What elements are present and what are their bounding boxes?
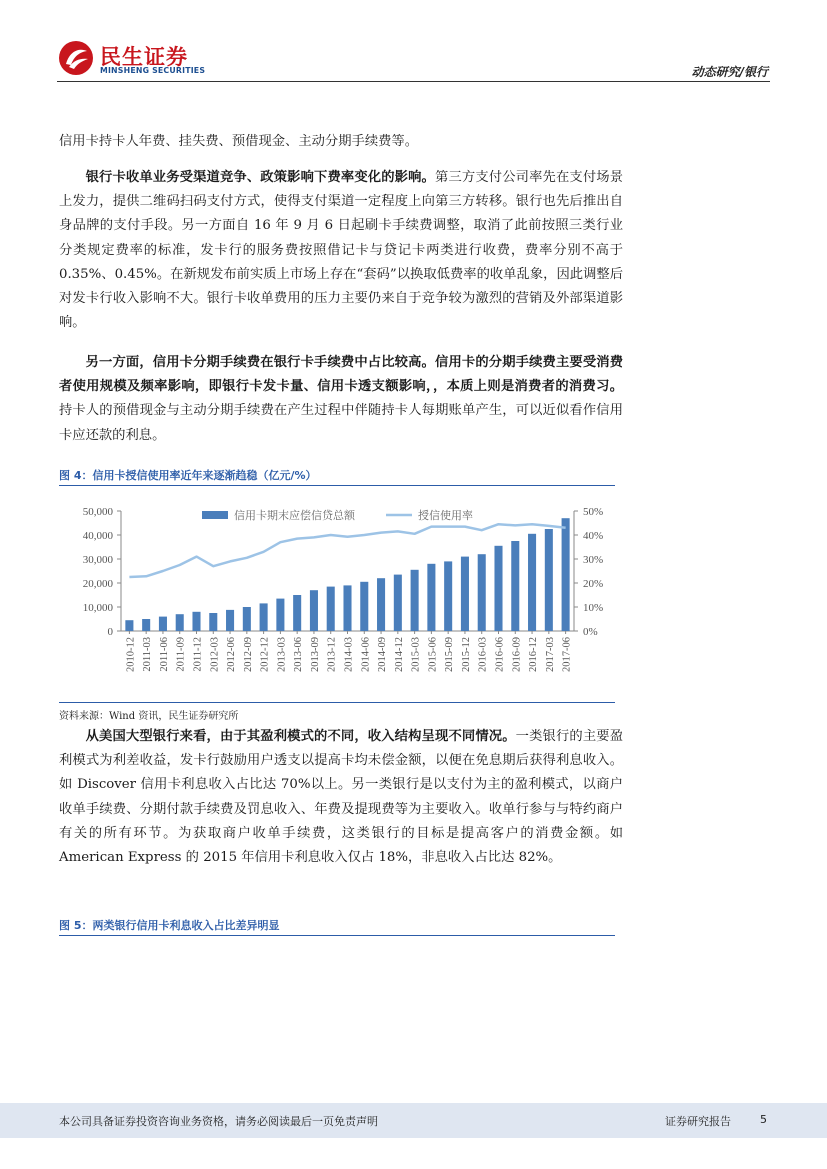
chart-legend <box>202 508 473 522</box>
bar <box>327 587 335 631</box>
paragraph-1-text: 信用卡持卡人年费、挂失费、预借现金、主动分期手续费等。 <box>59 134 419 149</box>
bar <box>360 582 368 631</box>
bar <box>243 607 251 631</box>
x-tick-label: 2010-12 <box>125 637 137 672</box>
footer-disclaimer: 本公司具备证券投资咨询业务资格，请务必阅读最后一页免责声明 <box>59 1115 378 1128</box>
bar <box>310 590 318 631</box>
page-number: 5 <box>760 1113 767 1126</box>
bar <box>226 610 234 631</box>
bar <box>427 564 435 631</box>
y-left-tick-label: 20,000 <box>82 578 113 590</box>
bar <box>461 557 469 631</box>
minsheng-logo-icon <box>58 40 94 76</box>
figure-4-title: 图 4：信用卡授信使用率近年来逐渐趋稳（亿元/%） <box>59 469 317 482</box>
paragraph-3-text: 持卡人的预借现金与主动分期手续费在产生过程中伴随持卡人每期账单产生，可以近似看作信用卡应还款的利息。 <box>59 403 623 443</box>
paragraph-3 <box>59 351 623 448</box>
y-right-tick-label: 0% <box>583 626 598 638</box>
credit-card-chart <box>59 493 615 698</box>
bar <box>494 546 502 631</box>
x-tick-label: 2014-09 <box>377 637 389 672</box>
bar <box>192 612 200 631</box>
legend-bar-label: 信用卡期末应偿信贷总额 <box>234 510 355 522</box>
bar <box>411 570 419 631</box>
bar <box>377 578 385 631</box>
header-divider <box>57 81 770 82</box>
figure-5-title: 图 5：两类银行信用卡利息收入占比差异明显 <box>59 919 280 932</box>
bar <box>545 529 553 631</box>
logo-text-en: MINSHENG SECURITIES <box>100 66 206 75</box>
figure-4-top-rule <box>59 485 615 486</box>
figure-4-bottom-rule <box>59 702 615 703</box>
legend-bar-swatch <box>202 511 228 519</box>
company-logo <box>58 40 218 76</box>
y-right-tick-label: 20% <box>583 578 604 590</box>
bar <box>478 554 486 631</box>
logo-text-cn: 民生证券 <box>100 45 188 69</box>
bar <box>142 619 150 631</box>
page-footer <box>0 1103 827 1138</box>
y-left-tick-label: 10,000 <box>82 602 113 614</box>
y-right-tick-label: 10% <box>583 602 604 614</box>
y-left-tick-label: 50,000 <box>82 506 113 518</box>
page-header <box>0 0 827 84</box>
paragraph-2-text: 第三方支付公司率先在支付场景上发力，提供二维码扫码支付方式，使得支付渠道一定程度上向第三方转移。银行也先后推出自身品牌的支付手段。另一方面自 16 年 9 月 6 日起刷卡手续费调整，取消了此前按照三类行业分类规定费率的标准，发卡行的服务费按照借记卡与贷记卡两类进行收费，费率分别不高于 0.35%、0.45%。在新规发布前实质上市场上存在“套码”以换取低费率的收单乱象，因此调整后对发卡行收入影响不大。银行卡收单费用的压力主要仍来自于竞争较为激烈的营销及外部渠道影响。 <box>59 170 623 331</box>
footer-report-type: 证券研究报告 <box>665 1115 731 1128</box>
x-tick-label: 2016-09 <box>511 637 523 672</box>
y-right-tick-label: 50% <box>583 506 604 518</box>
bar <box>125 620 133 631</box>
paragraph-4 <box>59 725 623 870</box>
bar <box>444 561 452 631</box>
x-tick-label: 2013-12 <box>326 637 338 672</box>
paragraph-1 <box>59 130 623 154</box>
y-right-tick-label: 30% <box>583 554 604 566</box>
y-right-tick-label: 40% <box>583 530 604 542</box>
x-tick-label: 2011-03 <box>142 637 154 672</box>
x-tick-label: 2017-06 <box>561 637 573 672</box>
bar <box>394 575 402 631</box>
bar <box>276 599 284 631</box>
bar <box>159 617 167 631</box>
x-tick-label: 2014-06 <box>360 637 372 672</box>
x-tick-label: 2012-12 <box>259 637 271 672</box>
bar <box>293 595 301 631</box>
paragraph-2-lead: 银行卡收单业务受渠道竞争、政策影响下费率变化的影响。 <box>85 170 435 185</box>
x-tick-label: 2015-03 <box>410 637 422 672</box>
x-tick-label: 2012-09 <box>242 637 254 672</box>
bar <box>343 585 351 631</box>
bar <box>562 518 570 631</box>
x-tick-label: 2011-12 <box>192 637 204 672</box>
chart-bars <box>125 518 569 631</box>
x-tick-label: 2013-06 <box>293 637 305 672</box>
x-tick-label: 2016-12 <box>528 637 540 672</box>
x-tick-label: 2013-03 <box>276 637 288 672</box>
x-tick-label: 2012-06 <box>226 637 238 672</box>
x-tick-label: 2012-03 <box>209 637 221 672</box>
bar <box>209 613 217 631</box>
bar <box>176 614 184 631</box>
x-tick-label: 2011-09 <box>175 637 187 672</box>
x-tick-label: 2011-06 <box>158 637 170 672</box>
y-left-tick-label: 30,000 <box>82 554 113 566</box>
x-tick-label: 2015-12 <box>460 637 472 672</box>
paragraph-4-lead: 从美国大型银行来看，由于其盈利模式的不同，收入结构呈现不同情况。 <box>85 729 516 744</box>
x-tick-label: 2014-03 <box>343 637 355 672</box>
paragraph-3-lead: 另一方面，信用卡分期手续费在银行卡手续费中占比较高。信用卡的分期手续费主要受消费者使用规模及频率影响，即银行卡发卡量、信用卡透支额影响，，本质上则是消费者的消费习。 <box>59 355 623 395</box>
figure-4-source: 资料来源：Wind 资讯，民生证券研究所 <box>59 711 239 722</box>
x-tick-label: 2013-09 <box>309 637 321 672</box>
x-tick-label: 2016-06 <box>494 637 506 672</box>
bar <box>528 534 536 631</box>
legend-line-label: 授信使用率 <box>418 510 473 522</box>
x-tick-label: 2014-12 <box>393 637 405 672</box>
bar <box>260 603 268 631</box>
x-tick-label: 2016-03 <box>477 637 489 672</box>
x-tick-label: 2017-03 <box>544 637 556 672</box>
y-left-tick-label: 40,000 <box>82 530 113 542</box>
bar <box>511 541 519 631</box>
paragraph-4-text: 一类银行的主要盈利模式为利差收益，发卡行鼓励用户透支以提高卡均未偿金额，以便在免息期后获得利息收入。如 Discover 信用卡利息收入占比达 70%以上。另一类银行是以支付为主的盈利模式，以商户收单手续费、分期付款手续费及罚息收入、年费及提现费等为主要收入。收单行参与与特约商户有关的所有环节。为获取商户收单手续费，这类银行的目标是提高客户的消费金额。如 American Express 的 2015 年信用卡利息收入仅占 18%，非息收入占比达 82%。 <box>59 729 624 866</box>
y-left-tick-label: 0 <box>107 626 113 638</box>
x-tick-label: 2015-09 <box>444 637 456 672</box>
chart-labels <box>83 506 603 672</box>
x-tick-label: 2015-06 <box>427 637 439 672</box>
paragraph-2 <box>59 166 623 335</box>
figure-5-top-rule <box>59 935 615 936</box>
report-category: 动态研究/银行 <box>691 65 768 79</box>
